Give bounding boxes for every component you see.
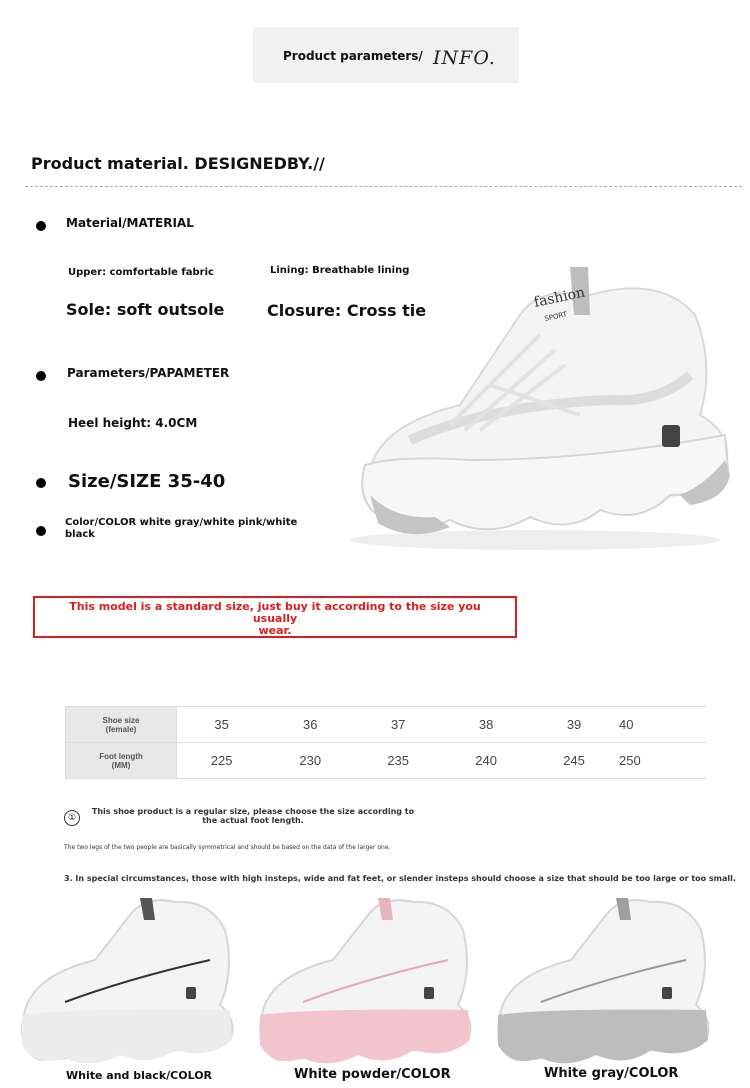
note-1 [88, 807, 418, 825]
table-head-line2: (female) [105, 724, 137, 734]
circled-one-icon: ① [64, 810, 80, 826]
material-lining: Lining: Breathable lining [270, 265, 410, 276]
table-head-line1: Foot length [99, 751, 143, 761]
notice-line2: wear. [258, 624, 292, 637]
shoe-sport-text: SPORT [543, 310, 568, 323]
note-3: 3. In special circumstances, those with high insteps, wide and fat feet, or slender insteps should choose a size that should be too large or too small. [64, 874, 736, 883]
shoe-logo-icon [662, 987, 672, 999]
table-cell: 230 [266, 743, 354, 779]
bullet-icon [36, 221, 46, 231]
table-cell: 38 [442, 707, 530, 743]
shoe-logo-icon [662, 425, 680, 447]
notice-line1: This model is a standard size, just buy it according to the size you usually [69, 600, 481, 625]
note-1-line1: This shoe product is a regular size, please choose the size according to [91, 807, 415, 816]
product-caption: White and black/COLOR [66, 1069, 213, 1082]
hero-shoe-image [340, 255, 740, 555]
table-row [66, 743, 707, 779]
note-1-line2: the actual foot length. [202, 816, 304, 825]
table-cell: 240 [442, 743, 530, 779]
note-2: The two legs of the two people are basically symmetrical and should be based on the data of the larger one. [64, 844, 391, 851]
bullet-icon [36, 478, 46, 488]
table-cell: 37 [354, 707, 442, 743]
table-cell: 235 [354, 743, 442, 779]
material-sole: Sole: soft outsole [66, 300, 225, 319]
notice-text [50, 601, 500, 637]
product-caption: White gray/COLOR [544, 1066, 679, 1081]
heel-height: Heel height: 4.0CM [68, 416, 198, 430]
shoe-sole [498, 1010, 708, 1064]
size-heading: Size/SIZE 35-40 [68, 471, 226, 492]
header-label: Product parameters/ [283, 49, 423, 63]
bullet-icon [36, 526, 46, 536]
table-head-line1: Shoe size [102, 715, 140, 725]
table-cell: 36 [266, 707, 354, 743]
shoe-logo-icon [424, 987, 434, 999]
table-cell: 39 [530, 707, 618, 743]
table-row-header [66, 743, 177, 779]
table-row [66, 707, 707, 743]
section-title: Product material. DESIGNEDBY.// [31, 154, 325, 173]
product-image-white-powder [248, 890, 478, 1070]
table-cell: 250 [618, 743, 706, 779]
material-upper: Upper: comfortable fabric [68, 267, 214, 278]
table-cell: 245 [530, 743, 618, 779]
product-caption: White powder/COLOR [294, 1067, 451, 1082]
shoe-logo-icon [186, 987, 196, 999]
shoe-sole [260, 1010, 470, 1064]
bullet-icon [36, 371, 46, 381]
table-cell: 225 [177, 743, 267, 779]
product-image-white-gray [486, 890, 716, 1070]
divider [25, 186, 742, 187]
product-image-white-black [10, 890, 240, 1070]
header-info: INFO. [433, 47, 496, 69]
table-cell: 35 [177, 707, 267, 743]
material-heading: Material/MATERIAL [66, 216, 194, 230]
color-heading-line2: black [65, 529, 95, 540]
color-heading [65, 517, 297, 541]
shoe-brand: fashion [532, 284, 587, 311]
table-cell: 40 [618, 707, 706, 743]
size-table [65, 706, 706, 779]
table-head-line2: (MM) [111, 760, 131, 770]
material-closure: Closure: Cross tie [267, 301, 427, 320]
color-heading-line1: Color/COLOR white gray/white pink/white [65, 517, 298, 528]
shoe-sole [22, 1010, 232, 1064]
parameters-heading: Parameters/PAPAMETER [67, 366, 230, 380]
table-row-header [66, 707, 177, 743]
